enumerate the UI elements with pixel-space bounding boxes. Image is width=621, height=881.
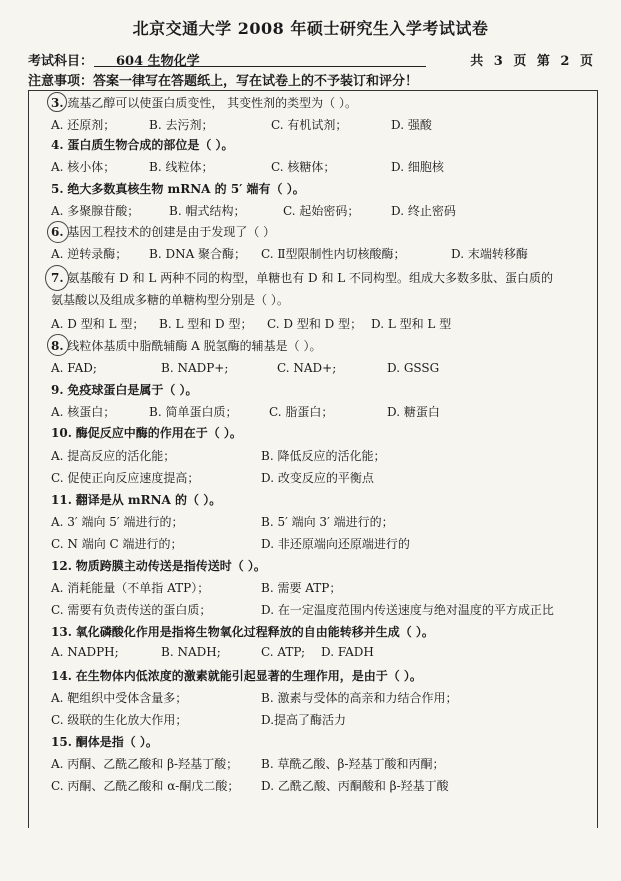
question-stem: 酶促反应中酶的作用在于（ ）。 — [75, 426, 242, 440]
option: D.提高了酶活力 — [261, 713, 347, 727]
question-number: 4. — [51, 138, 64, 152]
option: D. GSSG — [387, 361, 440, 375]
option: D. 非还原端向还原端进行的 — [261, 537, 410, 551]
option: D. 在一定温度范围内传送速度与绝对温度的平方成正比 — [261, 603, 554, 617]
option: B. DNA 聚合酶； — [149, 247, 247, 261]
question-10 — [51, 424, 242, 441]
option: A. 丙酮、乙酰乙酸和 β-羟基丁酸； — [51, 757, 239, 771]
option: B. 简单蛋白质； — [149, 405, 238, 419]
option: B. 帽式结构； — [169, 204, 246, 218]
question-7-continued — [51, 291, 289, 308]
option: D. 乙酰乙酸、丙酮酸和 β-羟基丁酸 — [261, 779, 449, 793]
question-7 — [51, 269, 553, 286]
question-stem: 物质跨膜主动传送是指传送时（ ）。 — [75, 559, 266, 573]
question-number: 8. — [51, 339, 64, 353]
option: B. L 型和 D 型； — [159, 317, 253, 331]
option: B. 激素与受体的高亲和力结合作用； — [261, 691, 458, 705]
option: C. N 端向 C 端进行的； — [51, 537, 183, 551]
option: C. 促使正向反应速度提高； — [51, 471, 200, 485]
question-6 — [51, 223, 275, 240]
option: A. 核小体； — [51, 160, 116, 174]
question-stem: 线粒体基质中脂酰辅酶 A 脱氢酶的辅基是（ ）。 — [67, 339, 322, 353]
option: C. D 型和 D 型； — [267, 317, 363, 331]
handwritten-circle-mark — [47, 334, 69, 356]
question-stem: 氧化磷酸化作用是指将生物氧化过程释放的自由能转移并生成（ ）。 — [75, 625, 434, 639]
exam-title: 北京交通大学 2008 年硕士研究生入学考试试卷 — [132, 19, 489, 38]
question-number: 6. — [51, 225, 64, 239]
question-8 — [51, 337, 321, 354]
subject-value: 604 生物化学 — [94, 50, 426, 67]
question-12 — [51, 557, 266, 574]
option: A. NADPH; — [51, 645, 119, 659]
question-stem: 酮体是指（ ）。 — [75, 735, 158, 749]
option: B. 需要 ATP； — [261, 581, 342, 595]
question-13 — [51, 623, 434, 640]
option: D. L 型和 L 型 — [371, 317, 452, 331]
option: A. 消耗能量（不单指 ATP）； — [51, 581, 210, 595]
option: D. 终止密码 — [391, 204, 456, 218]
question-3 — [51, 94, 357, 111]
question-number: 9. — [51, 383, 64, 397]
question-stem: 翻译是从 mRNA 的（ ）。 — [75, 493, 222, 507]
question-number: 15. — [51, 735, 72, 749]
question-stem: 巯基乙醇可以使蛋白质变性， 其变性剂的类型为（ ）。 — [67, 96, 357, 110]
option: C. 级联的生化放大作用； — [51, 713, 188, 727]
notice: 注意事项：答案一律写在答题纸上，写在试卷上的不予装订和评分！ — [28, 74, 419, 89]
option: A. 核蛋白； — [51, 405, 116, 419]
page-info: 共 3 页 第 2 页 — [470, 54, 593, 69]
option: D. 细胞核 — [391, 160, 444, 174]
option: D. 强酸 — [391, 118, 432, 132]
question-stem: 免疫球蛋白是属于（ ）。 — [67, 383, 198, 397]
subject-row — [28, 50, 593, 68]
option: B. NADP+; — [161, 361, 229, 375]
question-stem: 氨基酸有 D 和 L 两种不同的构型，单糖也有 D 和 L 不同构型。组成大多数多肽、蛋白质的 — [67, 271, 554, 285]
option: C. 脂蛋白； — [269, 405, 334, 419]
option: D. 改变反应的平衡点 — [261, 471, 374, 485]
question-5 — [51, 180, 305, 197]
option: C. 核糖体； — [271, 160, 336, 174]
option: B. 线粒体； — [149, 160, 214, 174]
question-15 — [51, 733, 158, 750]
question-stem: 蛋白质生物合成的部位是（ ）。 — [67, 138, 234, 152]
question-stem: 基因工程技术的创建是由于发现了（ ） — [67, 225, 276, 239]
option: C. 需要有负责传送的蛋白质； — [51, 603, 212, 617]
option: C. Ⅱ型限制性内切核酸酶； — [261, 247, 406, 261]
question-stem: 在生物体内低浓度的激素就能引起显著的生理作用，是由于（ ）。 — [75, 669, 422, 683]
question-number: 3. — [51, 96, 64, 110]
option: A. 还原剂； — [51, 118, 116, 132]
option: A. 提高反应的活化能； — [51, 449, 176, 463]
option: B. 草酰乙酸、β-羟基丁酸和丙酮； — [261, 757, 445, 771]
question-11 — [51, 491, 221, 508]
question-4 — [51, 136, 234, 153]
option: D. 末端转移酶 — [451, 247, 528, 261]
option: B. 5′ 端向 3′ 端进行的； — [261, 515, 394, 529]
question-box — [28, 90, 598, 828]
option: D. 糖蛋白 — [387, 405, 440, 419]
question-stem: 绝大多数真核生物 mRNA 的 5′ 端有（ ）。 — [67, 182, 305, 196]
option: B. NADH; — [161, 645, 221, 659]
option: A. 多聚腺苷酸； — [51, 204, 140, 218]
option: A. 3′ 端向 5′ 端进行的； — [51, 515, 184, 529]
option: B. 降低反应的活化能； — [261, 449, 386, 463]
question-number: 7. — [51, 271, 64, 285]
option: A. 逆转录酶； — [51, 247, 128, 261]
option: A. D 型和 L 型； — [51, 317, 145, 331]
question-14 — [51, 667, 422, 684]
question-number: 13. — [51, 625, 72, 639]
handwritten-circle-mark — [47, 221, 69, 243]
option: C. NAD+; — [277, 361, 337, 375]
question-9 — [51, 381, 198, 398]
question-stem-continued: 氨基酸以及组成多糖的单糖构型分别是（ ）。 — [51, 293, 289, 307]
handwritten-circle-mark — [47, 92, 67, 112]
question-number: 14. — [51, 669, 72, 683]
option: D. FADH — [321, 645, 374, 659]
option: C. 起始密码； — [283, 204, 360, 218]
question-number: 10. — [51, 426, 72, 440]
question-number: 5. — [51, 182, 64, 196]
option: C. ATP; — [261, 645, 306, 659]
handwritten-circle-mark — [45, 265, 69, 291]
option: A. 靶组织中受体含量多； — [51, 691, 188, 705]
option: A. FAD; — [51, 361, 97, 375]
option: B. 去污剂； — [149, 118, 214, 132]
option: C. 有机试剂； — [271, 118, 348, 132]
option: C. 丙酮、乙酰乙酸和 α-酮戊二酸； — [51, 779, 240, 793]
subject-label: 考试科目： — [28, 54, 94, 69]
question-number: 12. — [51, 559, 72, 573]
question-number: 11. — [51, 493, 72, 507]
